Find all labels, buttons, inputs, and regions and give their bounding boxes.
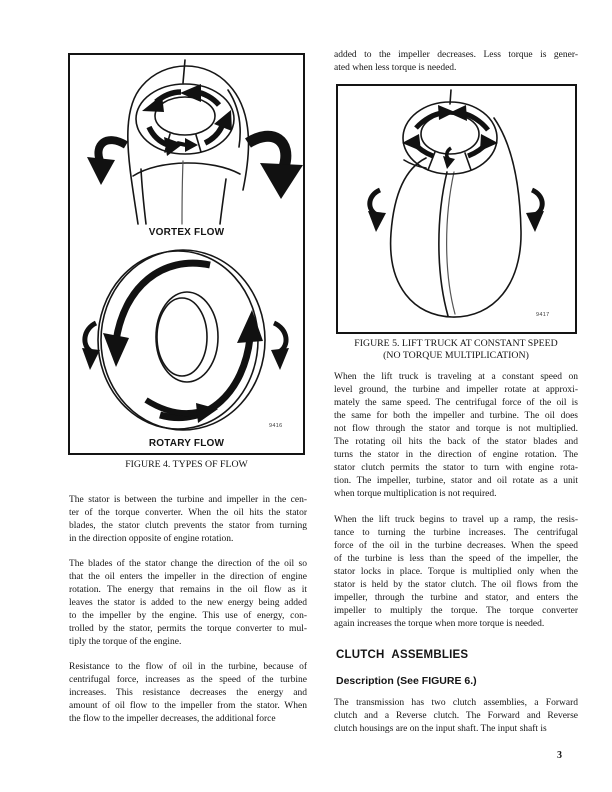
text-line: level ground, the turbine and impeller rotate at approxi- (334, 385, 578, 395)
right-column (334, 371, 578, 631)
text-line: The blades of the stator change the direction of the oil so (69, 559, 307, 569)
figure5-photo-id: 9417 (536, 312, 550, 318)
text-line: tance to turning the turbine increases. The centrifugal (334, 528, 578, 538)
figure5-box (336, 84, 577, 334)
text-line: impeller to multiply the torque. The torque converter (334, 606, 578, 616)
text-line: mately the same speed. The centrifugal force of the oil is (334, 398, 578, 408)
text-line: clutch and a Reverse clutch. The Forward and Reverse (334, 711, 578, 721)
text-line: force of the oil in the turbine decreases. When the speed (334, 541, 578, 551)
text-line: that the oil enters the impeller in the direction of engine (69, 572, 307, 582)
text-line: ated when less torque is needed. (334, 63, 457, 73)
text-line: the flow to the impeller decreases, the additional force (69, 714, 276, 724)
text-line: added to the impeller decreases. Less torque is gener- (334, 50, 578, 60)
text-line: The stator is between the turbine and impeller in the cen- (69, 495, 307, 505)
text-line: leaves the stator is added to the new energy being added (69, 598, 307, 608)
vortex-flow-diagram (70, 57, 303, 225)
text-line: ter of the torque converter. When the oil hits the stator (69, 508, 307, 518)
rotary-flow-diagram (70, 243, 303, 439)
text-line: The transmission has two clutch assemblies, a Forward (334, 698, 578, 708)
paragraph (334, 514, 578, 631)
text-line: not flow through the stator and torque is not multiplied. (334, 424, 578, 434)
text-line: amount of oil flow to the impeller from the stator. When (69, 701, 307, 711)
text-line: centrifugal force, increases as the speed of the turbine (69, 675, 307, 685)
figure4-box (68, 53, 305, 455)
text-line: FIGURE 5. LIFT TRUCK AT CONSTANT SPEED (354, 338, 558, 349)
text-line: stator clutch permits the stator to turn with engine rota- (334, 463, 578, 473)
text-line: trolled by the stator, permits the torque converter to mul- (69, 624, 307, 634)
text-line: stator locks in place. Torque is multiplied only when the (334, 567, 578, 577)
paragraph (69, 494, 307, 546)
page-number: 3 (557, 750, 562, 761)
text-line: tiply the torque of the engine. (69, 637, 182, 647)
text-line: clutch housings are on the input shaft. The input shaft is (334, 724, 547, 734)
text-line: when torque multiplication is not required. (334, 489, 497, 499)
paragraph (69, 558, 307, 649)
figure4-caption: FIGURE 4. TYPES OF FLOW (125, 459, 248, 470)
text-line: Resistance to the flow of oil in the turbine, because of (69, 662, 307, 672)
text-line: in the direction opposite of engine rotation. (69, 534, 234, 544)
text-line: increases. This resistance decreases the energy and (69, 688, 307, 698)
constant-speed-diagram (338, 88, 574, 320)
right-column-intro (334, 49, 578, 75)
text-line: blades, the stator clutch prevents the stator from turning (69, 521, 307, 531)
text-line: rotation. The energy that remains in the oil flow as it (69, 585, 307, 595)
figure5-caption (334, 338, 578, 362)
text-line: impeller, through the turbine and stator, and enters the (334, 593, 578, 603)
text-line: When the lift truck begins to travel up a ramp, the resis- (334, 515, 578, 525)
left-column (69, 494, 307, 726)
description-paragraph (334, 697, 578, 736)
section-heading: CLUTCH ASSEMBLIES (336, 649, 469, 661)
paragraph (69, 661, 307, 726)
text-line: again increases the torque when more torque is needed. (334, 619, 545, 629)
text-line: of the turbine is less than the speed of the impeller, the (334, 554, 578, 564)
text-line: The rotating oil hits the back of the stator blades and (334, 437, 578, 447)
text-line: stator is held by the stator clutch. The oil flows from the (334, 580, 578, 590)
paragraph (334, 371, 578, 501)
text-line: (NO TORQUE MULTIPLICATION) (383, 350, 529, 361)
text-line: the same for both the impeller and turbine. The oil does (334, 411, 578, 421)
text-line: When the lift truck is traveling at a constant speed on (334, 372, 578, 382)
text-line: tion. The impeller, turbine, stator and oil rotate as a unit (334, 476, 578, 486)
section-subheading: Description (See FIGURE 6.) (336, 675, 477, 687)
figure4-photo-id: 9416 (269, 423, 283, 429)
rotary-flow-label: ROTARY FLOW (148, 438, 225, 449)
text-line: turns the stator in the direction of engine rotation. The (334, 450, 578, 460)
vortex-flow-label: VORTEX FLOW (148, 227, 225, 238)
text-line: to the impeller by the engine. This use of energy, con- (69, 611, 307, 621)
